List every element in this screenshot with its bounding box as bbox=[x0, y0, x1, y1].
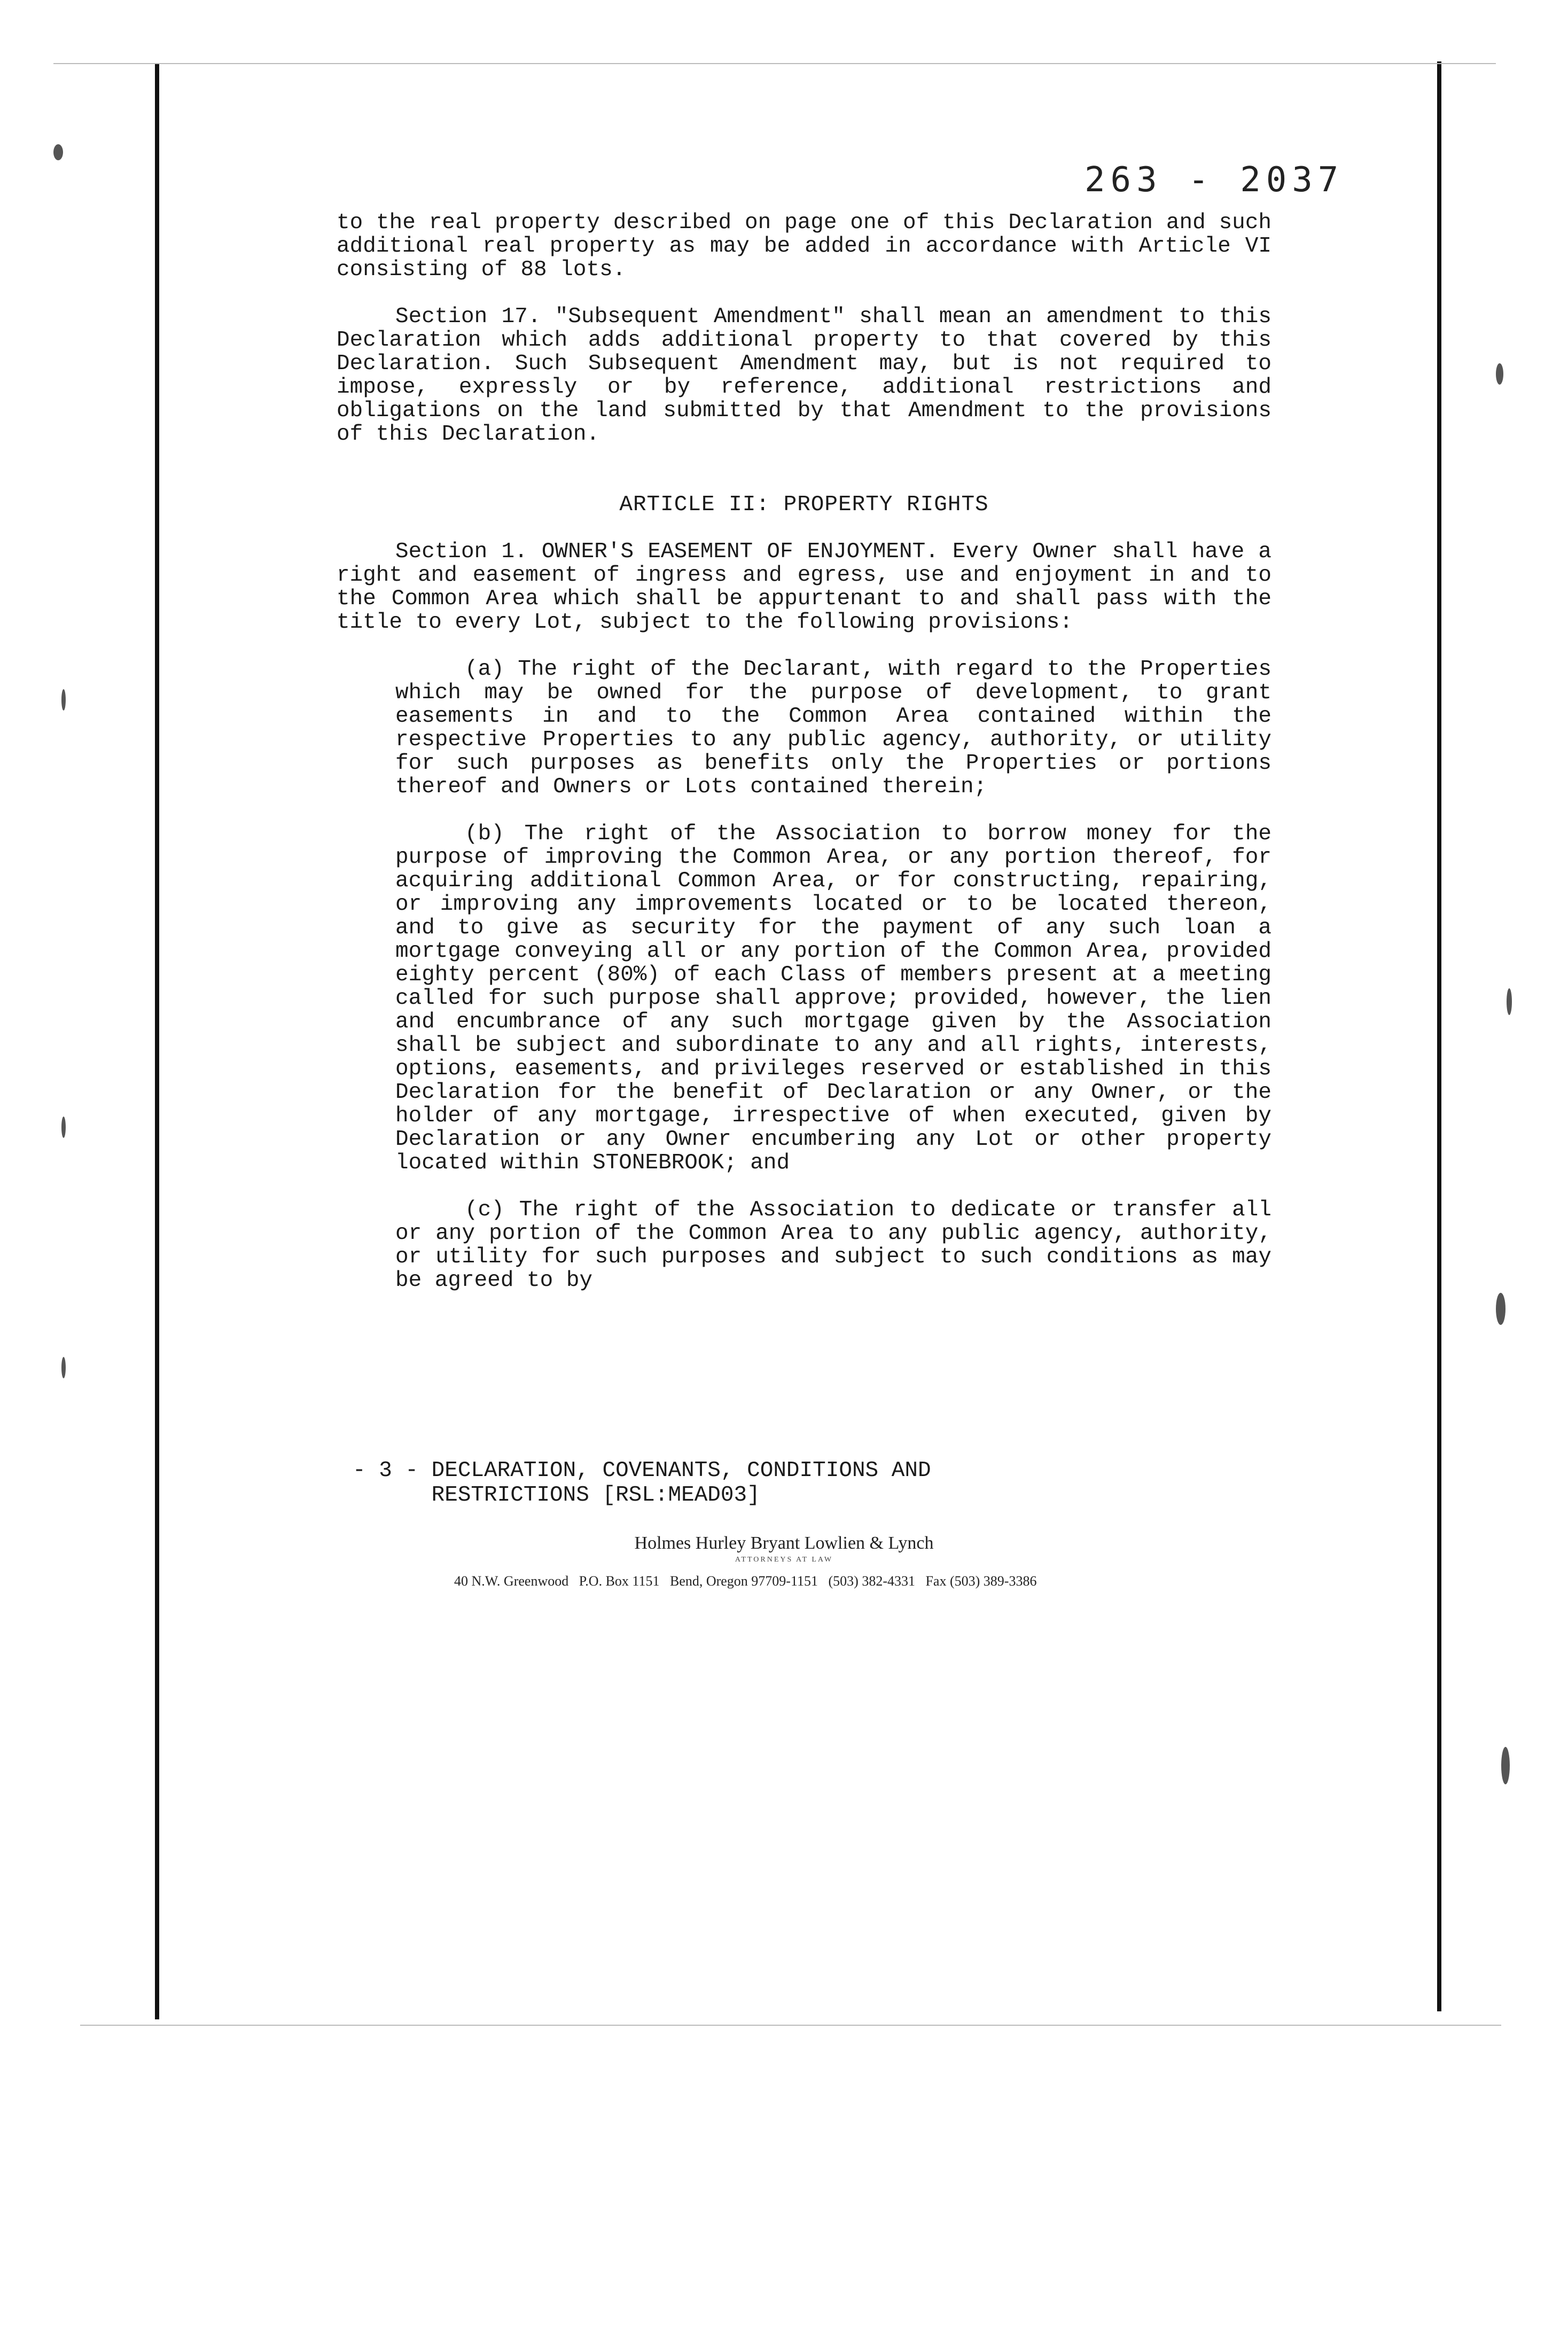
law-firm-name: Holmes Hurley Bryant Lowlien & Lynch bbox=[634, 1533, 934, 1553]
scan-speck bbox=[1496, 1293, 1505, 1325]
document-body bbox=[337, 211, 1271, 1292]
subparagraph-c: (c) The right of the Association to dedicate or transfer all or any portion of the Common Area to any public agency, authority, or utility for such purposes and subject to such conditions as may be agreed to by bbox=[395, 1198, 1271, 1293]
scan-speck bbox=[61, 1357, 66, 1378]
article-heading: ARTICLE II: PROPERTY RIGHTS bbox=[619, 493, 989, 517]
scan-speck bbox=[61, 1117, 66, 1138]
scan-edge-bottom bbox=[80, 2025, 1501, 2026]
law-firm-address: 40 N.W. Greenwood P.O. Box 1151 Bend, Oregon 97709-1151 (503) 382-4331 Fax (503) 389-3386 bbox=[454, 1573, 1037, 1589]
scan-edge-top bbox=[53, 63, 1496, 64]
scan-speck bbox=[1507, 988, 1512, 1015]
footer-document-title: - 3 - DECLARATION, COVENANTS, CONDITIONS AND RESTRICTIONS [RSL:MEAD03] bbox=[353, 1458, 931, 1508]
scan-speck bbox=[61, 689, 66, 711]
subparagraph-a: (a) The right of the Declarant, with regard to the Properties which may be owned for the purpose of development, to grant easements in and to the Common Area contained within the respective Properties to any public agency, authority, or utility for such purposes as benefits only the Properties or portions thereof and Owners or Lots contained therein; bbox=[395, 657, 1271, 799]
law-firm-subtitle: ATTORNEYS AT LAW bbox=[735, 1556, 833, 1564]
page-stamp-number: 263 - 2037 bbox=[1085, 160, 1344, 200]
scan-border-left bbox=[155, 64, 159, 2019]
scan-border-right bbox=[1437, 61, 1441, 2011]
paragraph-property-description: to the real property described on page one of this Declaration and such additional real property as may be added in accordance with Article VI consisting of 88 lots. bbox=[337, 210, 1271, 282]
scan-speck bbox=[1496, 363, 1503, 385]
paragraph-section-17: Section 17. "Subsequent Amendment" shall mean an amendment to this Declaration which adds additional property to that covered by this Declaration. Such Subsequent Amendment may, but is not required to impose, expressly or by reference, additional restrictions and obligations on the land submitted by that Amendment to the provisions of this Declaration. bbox=[337, 305, 1271, 447]
scan-speck bbox=[1501, 1747, 1510, 1784]
scan-speck bbox=[53, 144, 63, 160]
subparagraph-b: (b) The right of the Association to borrow money for the purpose of improving the Common Area, or any portion thereof, for acquiring additional Common Area, or for constructing, repairing, or improving any improvements located or to be located thereon, and to give as security for the payment of any such loan a mortgage conveying all or any portion of the Common Area, provided eighty percent (80%) of each Class of members present at a meeting called for such purpose shall approve; provided, however, the lien and encumbrance of any such mortgage given by the Association shall be subject and subordinate to any and all rights, interests, options, easements, and privileges reserved or established in this Declaration for the benefit of Declaration or any Owner, or the holder of any mortgage, irrespective of when executed, given by Declaration or any Owner encumbering any Lot or other property located within STONEBROOK; and bbox=[395, 822, 1271, 1175]
paragraph-section-1: Section 1. OWNER'S EASEMENT OF ENJOYMENT. Every Owner shall have a right and easement of ingress and egress, use and enjoyment in and to the Common Area which shall be appurtenant to and shall pass with the title to every Lot, subject to the following provisions: bbox=[337, 540, 1271, 635]
